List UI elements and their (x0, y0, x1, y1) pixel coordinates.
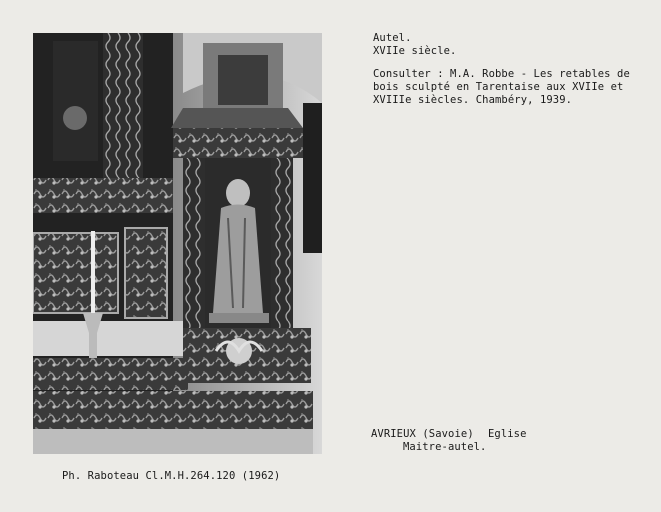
reference-line-1: Consulter : M.A. Robbe - Les retables de (373, 68, 630, 80)
reference-line-3: XVIIIe siècles. Chambéry, 1939. (373, 94, 573, 106)
location: AVRIEUX (Savoie) (371, 428, 474, 440)
photo-credit: Ph. Raboteau Cl.M.H.264.120 (1962) (62, 470, 281, 482)
building: Eglise (488, 428, 527, 440)
altar-photograph (33, 33, 322, 454)
reference-line-2: bois sculpté en Tarentaise aux XVIIe et (373, 81, 624, 93)
subject: Maitre-autel. (403, 441, 487, 453)
object-title: Autel. (373, 32, 412, 44)
object-date: XVIIe siècle. (373, 45, 457, 57)
